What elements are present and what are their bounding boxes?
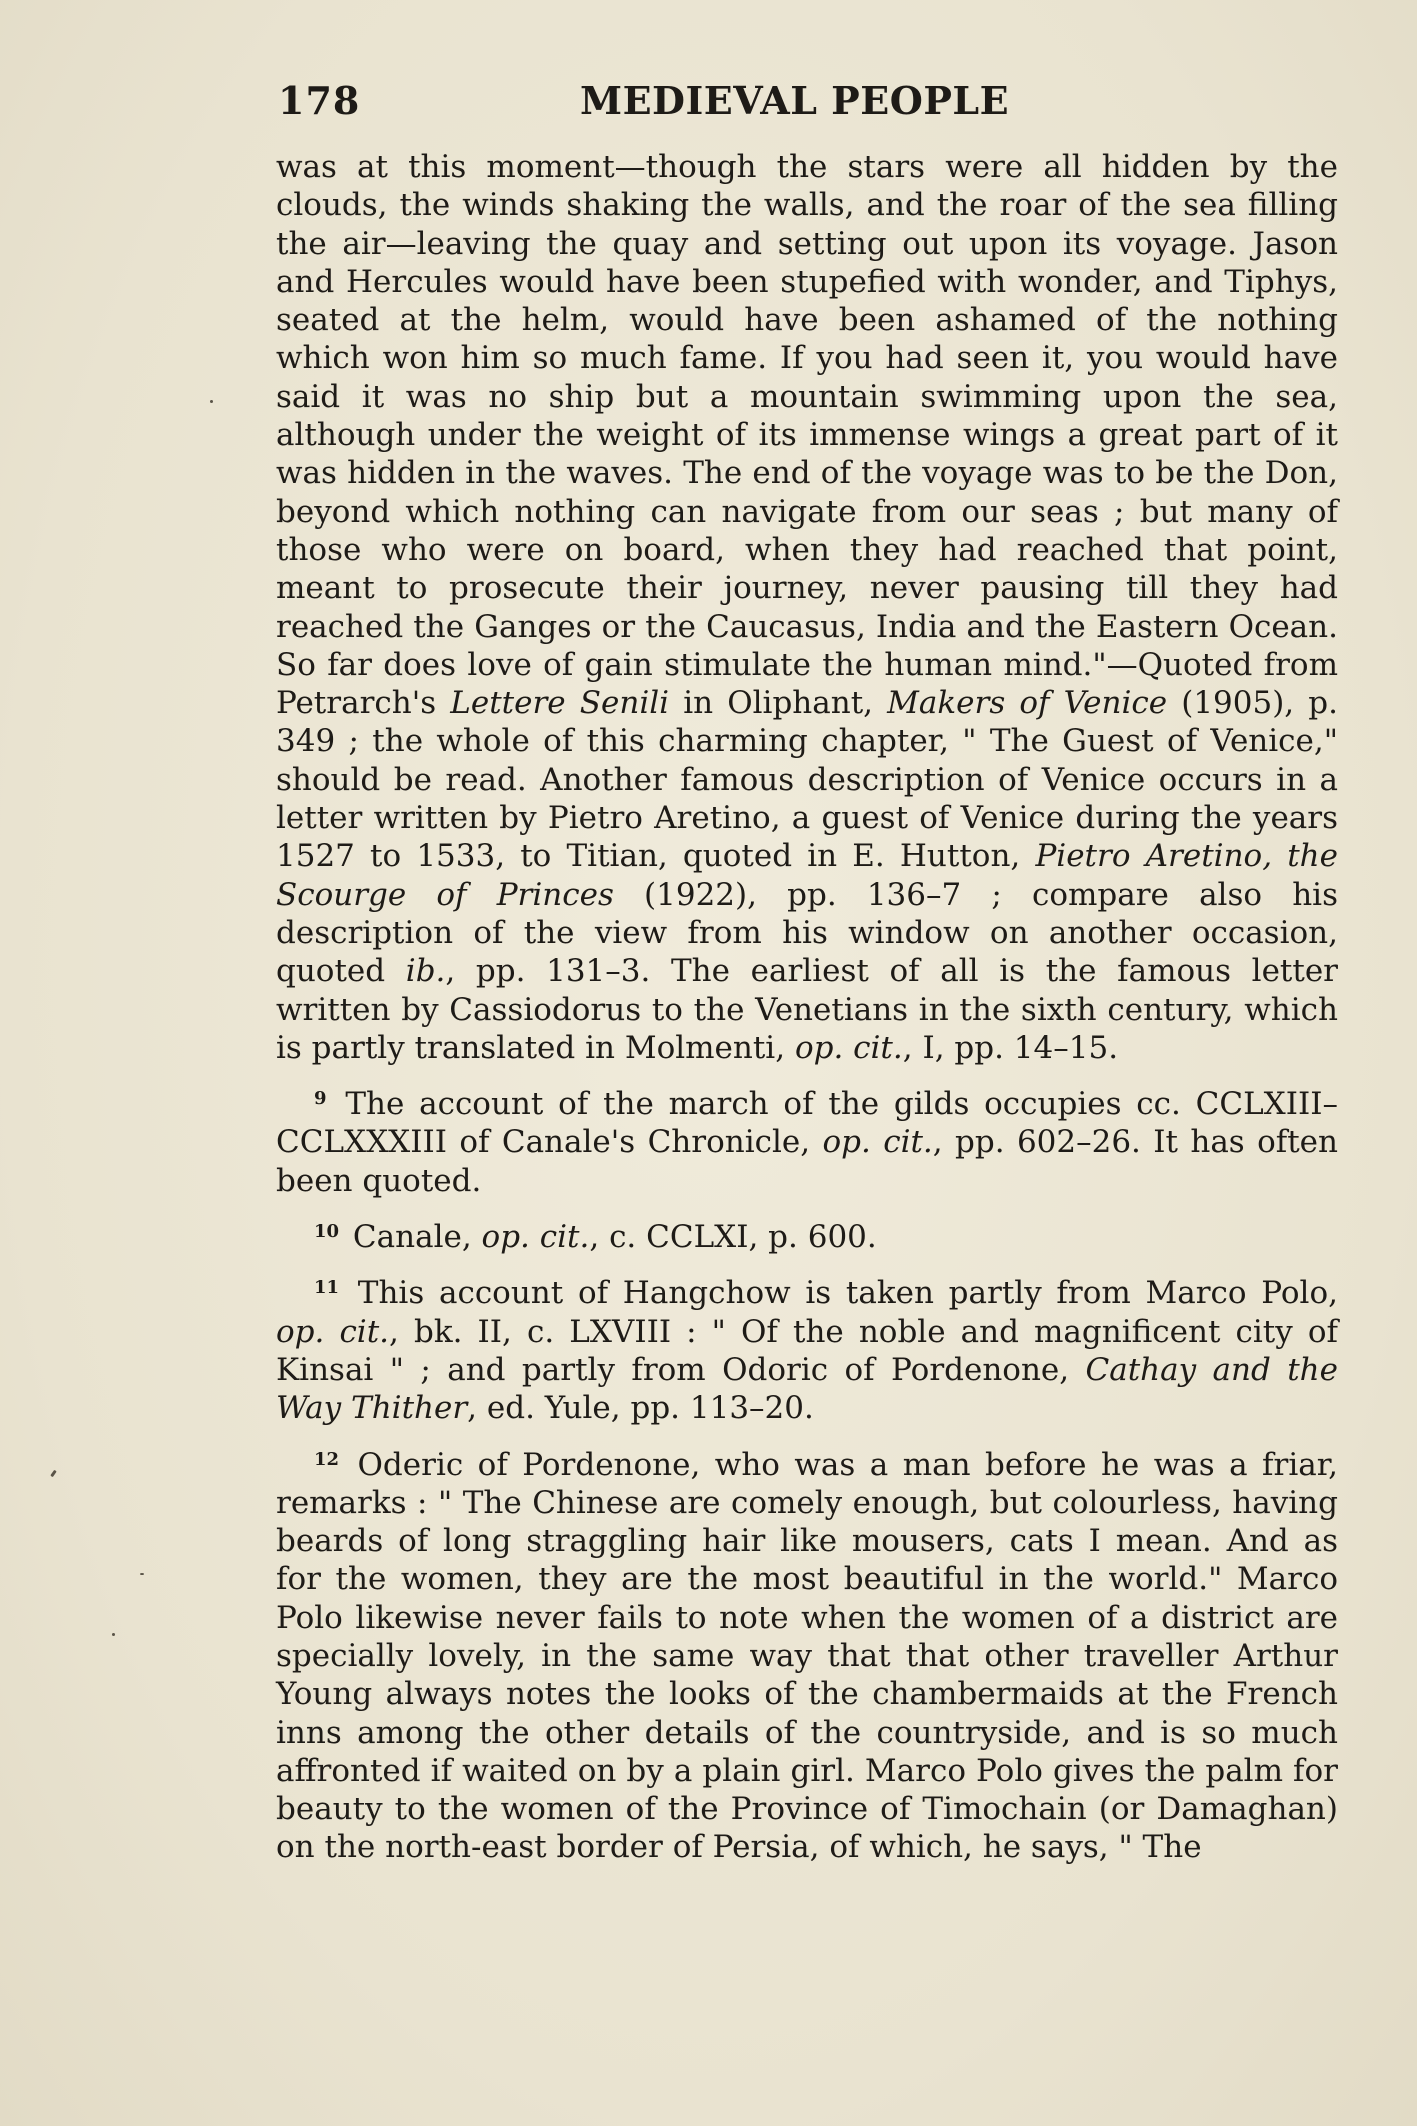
note-number: 12: [314, 1448, 340, 1470]
italic-title: Cathay and the Way Thither: [276, 1351, 1338, 1427]
note-10: [276, 1213, 1338, 1256]
italic-abbrev: op. cit.: [794, 1029, 903, 1066]
italic-abbrev: ib.: [405, 953, 446, 990]
text-run: This account of Hangchow is taken partly from Marco Polo,: [343, 1275, 1338, 1312]
note-11: [276, 1269, 1338, 1427]
text-run: (1922), pp. 136–7 ; compare also his description of the view from his window on another occasion, quoted: [276, 876, 1338, 990]
note-number: 10: [314, 1221, 340, 1243]
text-run: , I, pp. 14–15.: [902, 1029, 1119, 1066]
text-run: was at this moment—though the stars were all hidden by the clouds, the winds shaking the walls, and the roar of the sea filling the air—leaving the quay and setting out upon its voyage. Jason and Hercules would have been stupefied with wonder, and Tiphys, seated at the helm, would have been ashamed of the nothing which won him so much fame. If you had seen it, you would have said it was no ship but a mountain swimming upon the sea, although under the weight of its immense wings a great part of it was hidden in the waves. The end of the voyage was to be the Don, beyond which nothing can navigate from our seas ; but many of those who were on board, when they had reached that point, meant to prosecute their journey, never pausing till they had reached the Ganges or the Caucasus, India and the Eastern Ocean. So far does love of gain stimulate the human mind."—Quoted from Petrarch's: [276, 149, 1338, 722]
text-run: Oderic of Pordenone, who was a man before he was a friar, remarks : " The Chinese are comely enough, but colourless, having beards of long straggling hair like mousers, cats I mean. And as for the women, they are the most beautiful in the world." Marco Polo likewise never fails to note when the women of a district are specially lovely, in the same way that that other traveller Arthur Young always notes the looks of the chambermaids at the French inns among the other details of the countryside, and is so much affronted if waited on by a plain girl. Marco Polo gives the palm for beauty to the women of the Province of Timochain (or Damaghan) on the north-east border of Persia, of which, he says, " The: [276, 1446, 1338, 1866]
running-title: MEDIEVAL PEOPLE: [580, 78, 1010, 123]
text-run: , ed. Yule, pp. 113–20.: [467, 1390, 814, 1427]
note-number: 9: [314, 1088, 327, 1110]
text-run: , pp. 131–3. The earliest of all is the famous letter written by Cassiodorus to the Venetians in the sixth century, which is partly translated in Molmenti,: [276, 953, 1338, 1066]
note-12: [276, 1441, 1338, 1867]
text-run: , bk. II, c. LXVIII : " Of the noble and magnificent city of Kinsai " ; and partly from Odoric of Pordenone,: [276, 1313, 1338, 1388]
italic-title: Pietro Aretino, the Scourge of Princes: [276, 838, 1338, 913]
italic-title: Lettere Senili: [450, 685, 670, 722]
note-9: [276, 1080, 1338, 1200]
text-run: , c. CCLXI, p. 600.: [589, 1219, 877, 1256]
text-run: Canale,: [343, 1219, 482, 1256]
paper-speck: [112, 1633, 115, 1636]
text-run: , pp. 602–26. It has often been quoted.: [276, 1124, 1338, 1199]
text-run: The account of the march of the gilds occupies cc. CCLXIII–CCLXXXIII of Canale's Chronicle,: [276, 1086, 1338, 1161]
paper-speck: [210, 400, 213, 403]
note-continuation: [276, 148, 1338, 1067]
text-run: in Oliphant,: [669, 685, 888, 722]
notes-text: [276, 148, 1338, 1867]
paper-speck: [140, 1573, 144, 1575]
page-number: 178: [278, 78, 361, 123]
text-run: (1905), p. 349 ; the whole of this charming chapter, " The Guest of Venice," should be read. Another famous description of Venice occurs in a letter written by Pietro Aretino, a guest of Venice during the years 1527 to 1533, to Titian, quoted in E. Hutton,: [276, 685, 1338, 875]
note-number: 11: [314, 1277, 340, 1299]
italic-title: Makers of Venice: [887, 685, 1168, 722]
italic-abbrev: op. cit.: [481, 1219, 590, 1256]
running-head: [278, 78, 1338, 138]
italic-abbrev: op. cit.: [276, 1313, 390, 1350]
paper-speck: [50, 1470, 56, 1477]
italic-abbrev: op. cit.: [822, 1124, 933, 1161]
